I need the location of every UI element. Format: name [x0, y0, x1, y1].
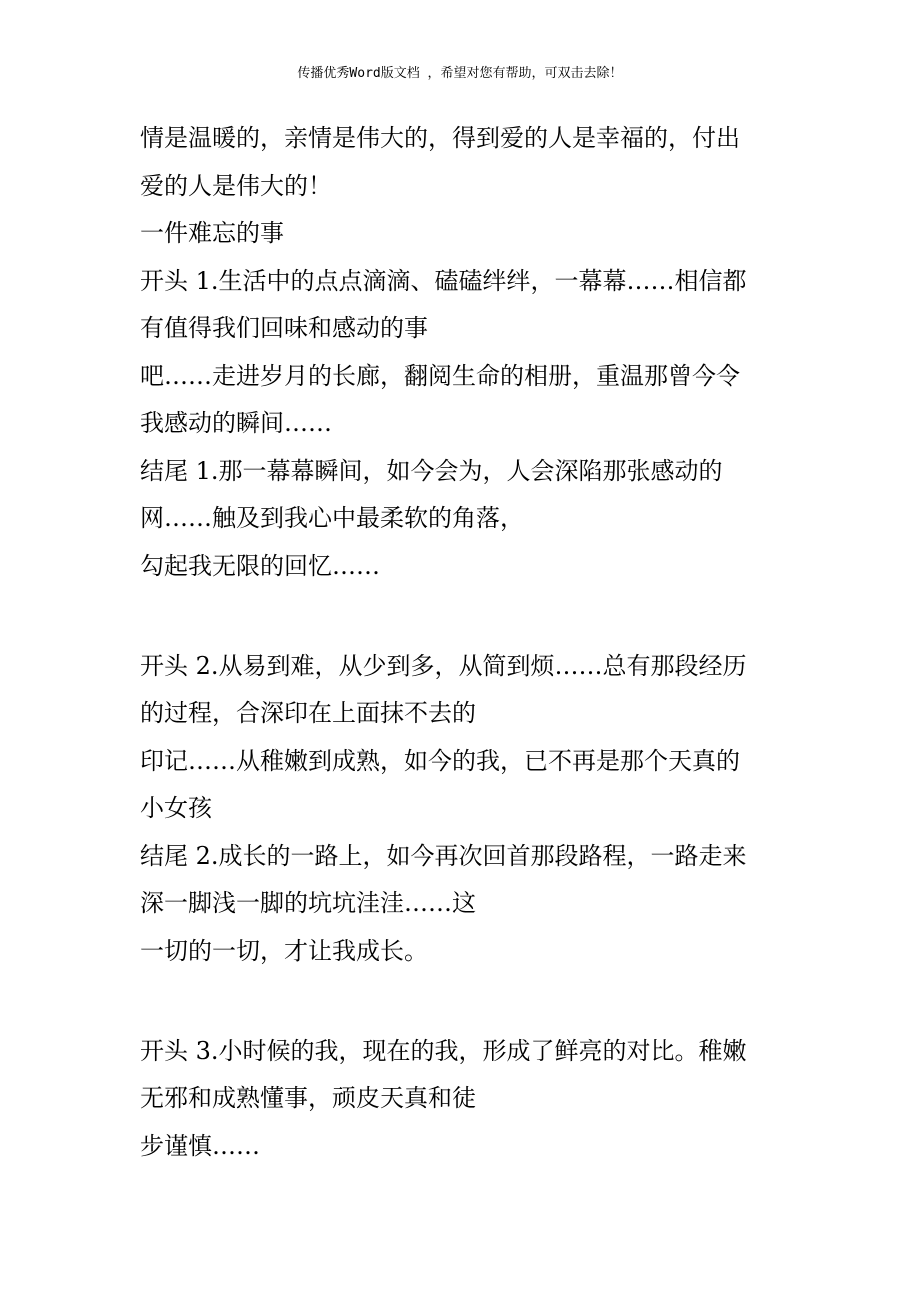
text-line: 有值得我们回味和感动的事: [140, 314, 428, 342]
text-line: 步谨慎……: [140, 1132, 260, 1160]
text-line: 勾起我无限的回忆……: [140, 552, 380, 580]
page-header: 传播优秀Word版文档 ，希望对您有帮助，可双击去除！: [297, 66, 623, 81]
text-line: 的过程，合深印在上面抹不去的: [140, 699, 476, 727]
text-line: 结尾 2.成长的一路上，如今再次回首那段路程，一路走来: [140, 842, 747, 870]
text-line: 网……触及到我心中最柔软的角落，: [140, 504, 524, 532]
text-line: 开头 2.从易到难，从少到多，从简到烦……总有那段经历: [140, 652, 747, 680]
text-line: 小女孩: [140, 794, 212, 822]
text-line: 深一脚浅一脚的坑坑洼洼……这: [140, 889, 476, 917]
text-line: 一件难忘的事: [140, 219, 284, 247]
text-line: 开头 1.生活中的点点滴滴、磕磕绊绊，一幕幕……相信都: [140, 267, 747, 295]
text-line: 印记……从稚嫩到成熟，如今的我，已不再是那个天真的: [140, 747, 740, 775]
text-line: 情是温暖的，亲情是伟大的，得到爱的人是幸福的，付出: [140, 124, 740, 152]
text-line: 结尾 1.那一幕幕瞬间，如今会为，人会深陷那张感动的: [140, 457, 723, 485]
text-line: 一切的一切，才让我成长。: [140, 937, 428, 965]
text-line: 爱的人是伟大的！: [140, 172, 332, 200]
text-line: 开头 3.小时候的我，现在的我，形成了鲜亮的对比。稚嫩: [140, 1037, 747, 1065]
text-line: 无邪和成熟懂事，顽皮天真和徒: [140, 1084, 476, 1112]
text-line: 我感动的瞬间……: [140, 409, 332, 437]
text-line: 吧……走进岁月的长廊，翻阅生命的相册，重温那曾今令: [140, 362, 740, 390]
